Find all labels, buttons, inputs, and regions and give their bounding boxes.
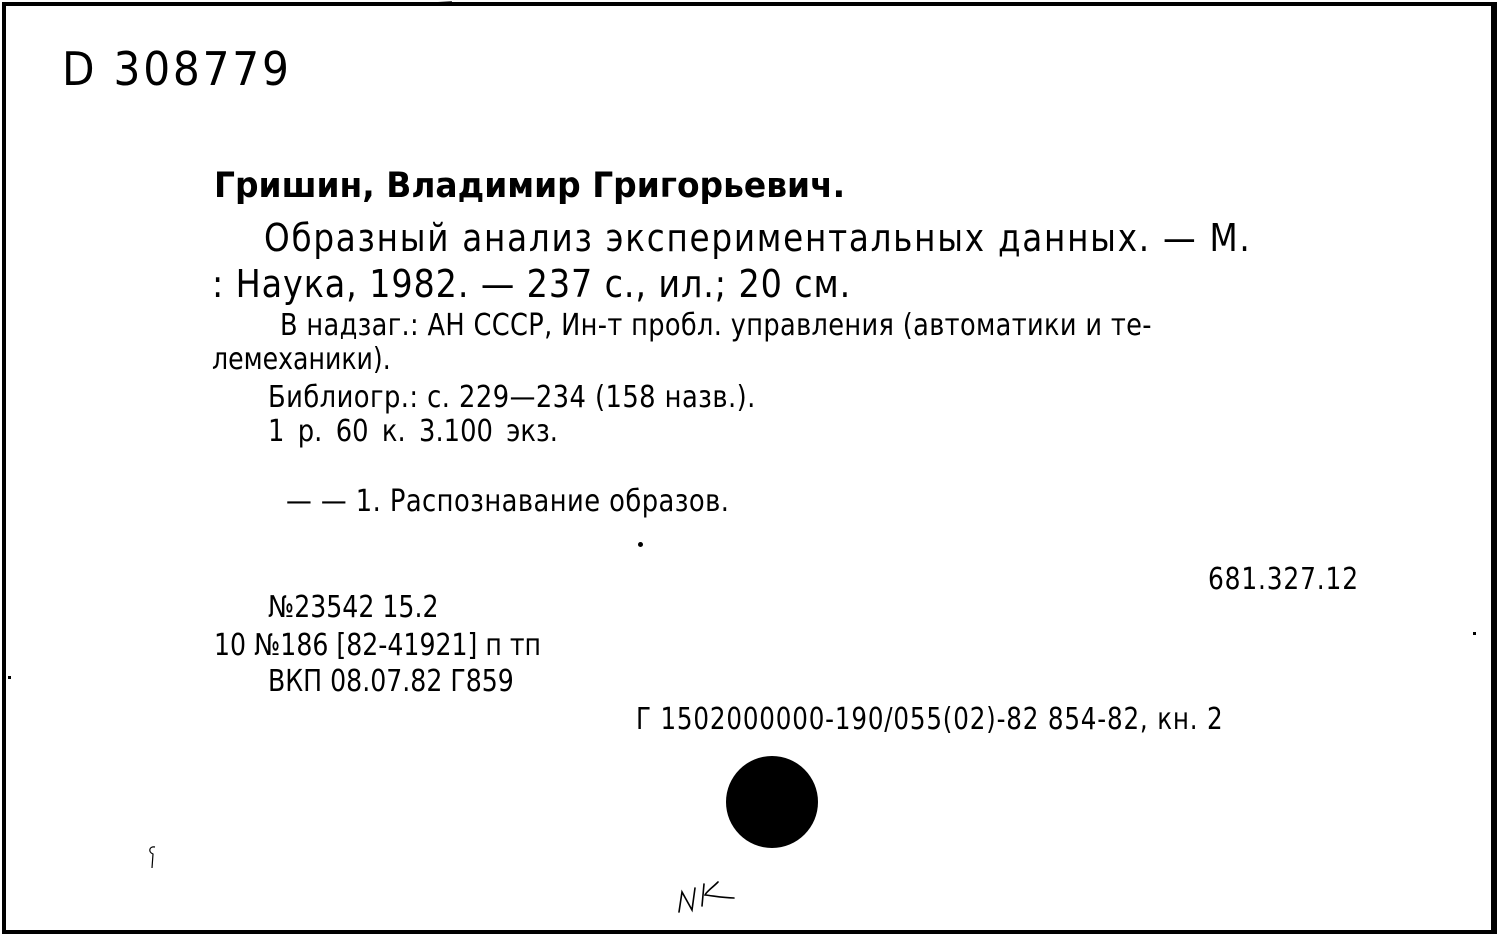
inventory-number: D 308779	[62, 42, 292, 96]
subject-heading: — — 1. Распознавание образов.	[286, 484, 730, 519]
registration-line-1: №23542 15.2	[268, 590, 439, 625]
handwritten-nk-mark	[676, 876, 740, 916]
price-and-print-run: 1 р. 60 к. 3.100 экз.	[268, 414, 558, 449]
author-heading: Гришин, Владимир Григорьевич.	[214, 166, 846, 206]
registration-line-2: 10 №186 [82-41921] п тп	[214, 628, 542, 663]
punch-hole	[726, 756, 818, 848]
bibliography-note: Библиогр.: с. 229—234 (158 назв.).	[268, 380, 756, 415]
title-line-1: Образный анализ экспериментальных данных. — М.	[264, 216, 1252, 260]
title-line-2: : Наука, 1982. — 237 с., ил.; 20 см.	[212, 262, 852, 306]
registration-line-3: ВКП 08.07.82 Г859	[268, 664, 514, 699]
udc-code: 681.327.12	[1208, 562, 1359, 597]
note-line-2: лемеханики).	[212, 342, 391, 377]
note-line-1: В надзаг.: АН СССР, Ин-т пробл. управления (автоматики и те-	[280, 308, 1152, 343]
scan-speck-left	[8, 676, 11, 679]
classification-code: Г 1502000000-190/055(02)-82 854-82, кн. 2	[636, 702, 1224, 737]
pencil-mark	[144, 844, 160, 872]
scan-speck-right	[1473, 632, 1476, 635]
ink-dot	[638, 542, 643, 547]
